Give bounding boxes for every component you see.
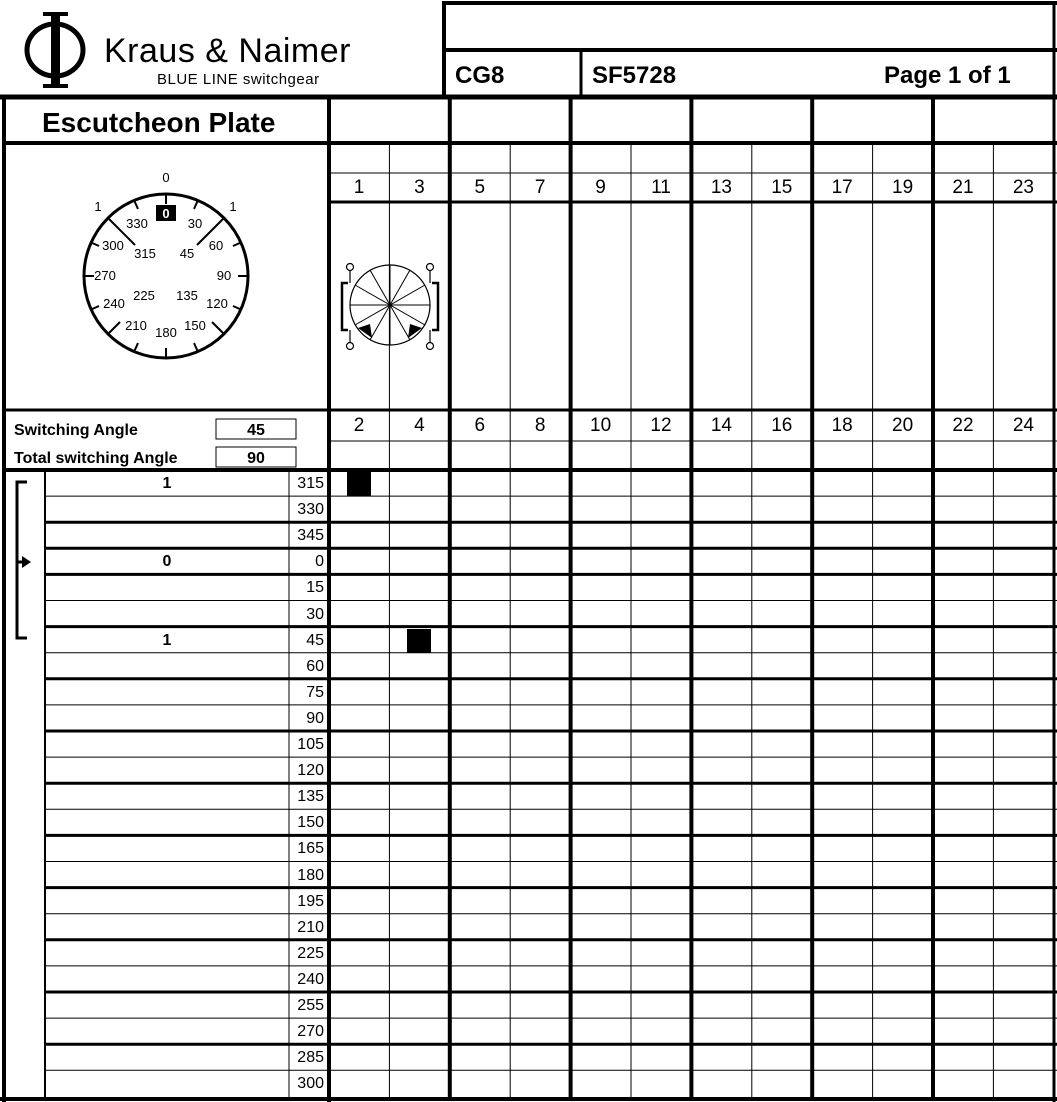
row-angle: 0 (315, 553, 324, 571)
dial-tick-label: 300 (102, 238, 124, 253)
contact-number-top: 15 (771, 177, 793, 198)
contact-number-top: 17 (831, 177, 853, 198)
contact-number-bottom: 2 (353, 415, 365, 436)
escutcheon-dial (70, 160, 260, 360)
row-angle: 210 (297, 918, 324, 936)
contact-number-bottom: 14 (710, 415, 732, 436)
row-angle: 195 (297, 892, 324, 910)
contact-number-top: 13 (710, 177, 732, 198)
dial-tick-label: 210 (125, 318, 147, 333)
dial-tick-label: 240 (103, 296, 125, 311)
contact-number-bottom: 4 (414, 415, 425, 436)
dial-left-label: 1 (94, 199, 102, 214)
row-angle: 60 (306, 657, 324, 675)
contact-number-bottom: 8 (534, 415, 546, 436)
escutcheon-title: Escutcheon Plate (42, 107, 276, 138)
part-number: SF5728 (592, 62, 677, 89)
dial-tick-label: 60 (208, 238, 224, 253)
row-position-label: 0 (162, 553, 172, 571)
contact-number-top: 19 (892, 177, 914, 198)
contact-number-top: 21 (952, 177, 974, 198)
contact-number-bottom: 20 (892, 415, 914, 436)
row-angle: 240 (297, 970, 324, 988)
dial-tick-label: 330 (126, 216, 148, 231)
contact-number-top: 7 (534, 177, 546, 198)
row-angle: 225 (297, 944, 324, 962)
row-angle: 270 (297, 1023, 324, 1041)
dial-tick-label: 135 (176, 288, 198, 303)
row-angle: 120 (297, 762, 324, 780)
dial-tick-label: 180 (155, 325, 177, 340)
contact-number-top: 1 (353, 177, 365, 198)
dial-tick-label: 270 (94, 268, 116, 283)
dial-tick-label: 90 (216, 268, 232, 283)
page-indicator: Page 1 of 1 (884, 62, 1011, 89)
row-angle: 255 (297, 997, 324, 1014)
dial-tick-label: 150 (184, 318, 206, 333)
row-angle: 285 (297, 1049, 324, 1067)
switching-angle-label: Switching Angle (14, 422, 138, 439)
dial-top-label: 0 (162, 170, 170, 185)
contact-number-bottom: 12 (650, 415, 672, 436)
row-angle: 300 (297, 1075, 324, 1093)
contact-schematic-icon (336, 258, 446, 354)
kn-logo-icon (20, 10, 90, 90)
total-switching-angle-value: 90 (247, 450, 265, 467)
brand-name: Kraus & Naimer (104, 32, 351, 70)
row-angle: 345 (297, 527, 324, 545)
dial-tick-label: 30 (187, 216, 203, 231)
brand-tagline: BLUE LINE switchgear (157, 71, 320, 88)
row-position-label: 1 (162, 475, 172, 492)
contact-number-top: 23 (1012, 177, 1034, 198)
row-angle: 90 (306, 709, 324, 727)
row-angle: 105 (297, 736, 324, 753)
row-angle: 315 (297, 475, 324, 492)
contact-number-top: 3 (414, 177, 425, 198)
closed-contact-mark (347, 472, 371, 496)
model-number: CG8 (455, 62, 505, 89)
contact-number-top: 5 (474, 177, 486, 198)
contact-number-bottom: 24 (1012, 415, 1034, 436)
row-angle: 30 (306, 605, 324, 623)
contact-number-bottom: 16 (771, 415, 793, 436)
dial-selected-label: 0 (162, 206, 170, 221)
row-angle: 135 (297, 788, 324, 806)
row-angle: 45 (306, 631, 324, 649)
contact-number-top: 11 (651, 177, 671, 198)
row-angle: 15 (306, 579, 324, 597)
contact-number-bottom: 10 (590, 415, 612, 436)
contact-number-bottom: 18 (831, 415, 853, 436)
dial-tick-label: 45 (179, 246, 195, 261)
dial-tick-label: 120 (206, 296, 228, 311)
dial-tick-label: 225 (133, 288, 155, 303)
dial-tick-label: 315 (134, 246, 156, 261)
row-angle: 150 (297, 814, 324, 832)
dial-right-label: 1 (229, 199, 237, 214)
row-angle: 330 (297, 501, 324, 519)
contact-number-bottom: 22 (952, 415, 974, 436)
switching-angle-value: 45 (247, 422, 265, 439)
closed-contact-mark (407, 629, 431, 653)
row-angle: 180 (297, 866, 324, 884)
contact-number-bottom: 6 (474, 415, 486, 436)
row-position-label: 1 (162, 631, 172, 649)
row-angle: 75 (306, 683, 324, 701)
contact-number-top: 9 (595, 177, 606, 198)
row-angle: 165 (297, 840, 324, 858)
total-switching-angle-label: Total switching Angle (14, 450, 178, 467)
